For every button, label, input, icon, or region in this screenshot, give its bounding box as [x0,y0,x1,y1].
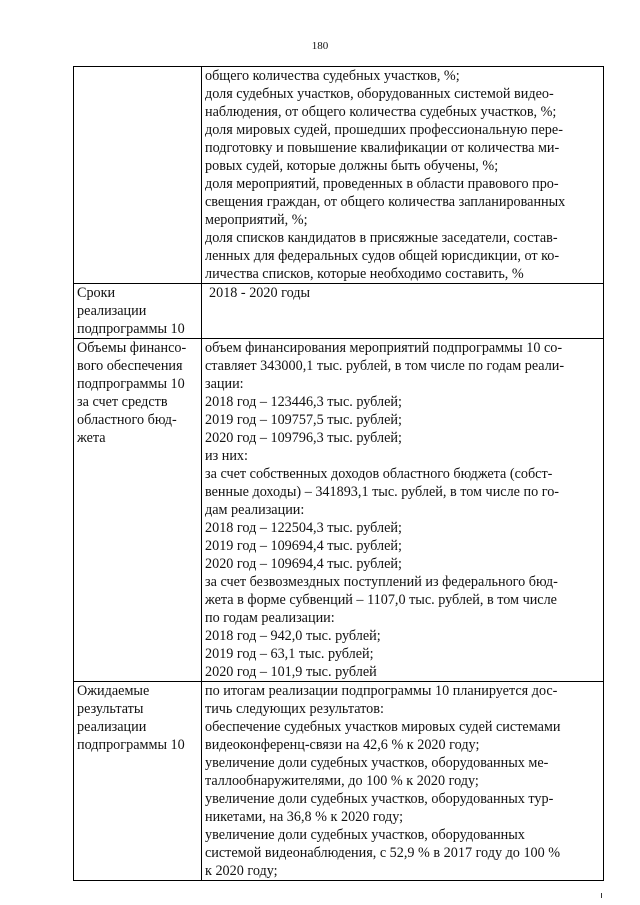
row-content-line: обеспечение судебных участков мировых судей системами [205,719,561,735]
row-content-line: свещения граждан, от общего количества запланированных [205,194,566,210]
row-label-line: Объемы финансо- [77,340,187,356]
page-number: 180 [311,40,329,52]
row-label-line: областного бюд- [77,412,177,428]
row-content-line: увеличение доли судебных участков, оборудованных тур- [205,791,554,807]
row-content-line: из них: [205,448,248,464]
row-content-line: дам реализации: [205,502,305,518]
row-label-line: реализации [77,719,147,735]
row-content-line: к 2020 году; [205,863,278,879]
row-content-line: подготовку и повышение квалификации от количества ми- [205,140,560,156]
row-label-line: за счет средств [77,394,168,410]
row-content-line: за счет собственных доходов областного бюджета (собст- [205,466,553,482]
row-content-line: венные доходы) – 341893,1 тыс. рублей, в том числе по го- [205,484,560,500]
row-content-line: личества списков, которые необходимо составить, % [205,266,524,282]
row-content-line: по годам реализации: [205,610,335,626]
row-content-cell [202,339,604,682]
row-label-line: подпрограммы 10 [77,737,185,753]
row-content-cell [202,67,604,284]
row-content-line: доля мировых судей, прошедших профессиональную пере- [205,122,563,138]
row-content-line: доля мероприятий, проведенных в области правового про- [205,176,559,192]
table-row [74,682,604,881]
row-content-line: ленных для федеральных судов общей юрисдикции, от ко- [205,248,560,264]
row-label-line: вого обеспечения [77,358,183,374]
row-content-line: 2020 год – 109694,4 тыс. рублей; [205,556,402,572]
row-content-line: увеличение доли судебных участков, оборудованных [205,827,525,843]
row-content-cell [202,284,604,339]
row-content-line: наблюдения, от общего количества судебных участков, %; [205,104,557,120]
row-content-line: объем финансирования мероприятий подпрограммы 10 со- [205,340,563,356]
row-content-line: ставляет 343000,1 тыс. рублей, в том числе по годам реали- [205,358,565,374]
row-content-line: 2019 год – 109694,4 тыс. рублей; [205,538,402,554]
row-content-line: увеличение доли судебных участков, оборудованных ме- [205,755,549,771]
row-label-line: реализации [77,303,147,319]
scan-mark [601,893,602,898]
table-row [74,284,604,339]
row-content-line: жета в форме субвенций – 1107,0 тыс. рублей, в том числе [205,592,557,608]
row-content-line: системой видеонаблюдения, с 52,9 % в 2017 году до 100 % [205,845,561,861]
row-content-line: мероприятий, %; [205,212,308,228]
row-content-line: тичь следующих результатов: [205,701,384,717]
row-label-line: Ожидаемые [77,683,150,699]
passport-table [73,66,604,881]
row-content-line: 2019 год – 109757,5 тыс. рублей; [205,412,402,428]
row-content-line: видеоконференц-связи на 42,6 % к 2020 году; [205,737,480,753]
row-content-line: 2018 - 2020 годы [209,285,311,301]
row-content-line: 2018 год – 942,0 тыс. рублей; [205,628,381,644]
row-label-line: подпрограммы 10 [77,376,185,392]
row-label-line: подпрограммы 10 [77,321,185,337]
row-content-line: 2018 год – 123446,3 тыс. рублей; [205,394,402,410]
row-content-line: по итогам реализации подпрограммы 10 планируется дос- [205,683,558,699]
row-content-line: таллообнаружителями, до 100 % к 2020 году; [205,773,479,789]
row-content-line: доля списков кандидатов в присяжные заседатели, состав- [205,230,558,246]
row-content-line: 2019 год – 63,1 тыс. рублей; [205,646,374,662]
row-content-line: за счет безвозмездных поступлений из федерального бюд- [205,574,558,590]
row-label-cell [74,284,202,339]
row-content-line: общего количества судебных участков, %; [205,68,460,84]
row-content-line: зации: [205,376,244,392]
row-label-cell [74,339,202,682]
row-content-line: никетами, на 36,8 % к 2020 году; [205,809,404,825]
table-row [74,339,604,682]
row-label-cell [74,682,202,881]
row-content-line: ровых судей, которые должны быть обучены, %; [205,158,499,174]
row-content-line: доля судебных участков, оборудованных системой видео- [205,86,554,102]
row-content-line: 2020 год – 109796,3 тыс. рублей; [205,430,402,446]
row-content-cell [202,682,604,881]
row-label-cell [74,67,202,284]
row-label-line: Сроки [77,285,116,301]
row-label-line: жета [77,430,106,446]
row-content-line: 2018 год – 122504,3 тыс. рублей; [205,520,402,536]
row-content-line: 2020 год – 101,9 тыс. рублей [205,664,377,680]
row-label-line: результаты [77,701,144,717]
table-row [74,67,604,284]
